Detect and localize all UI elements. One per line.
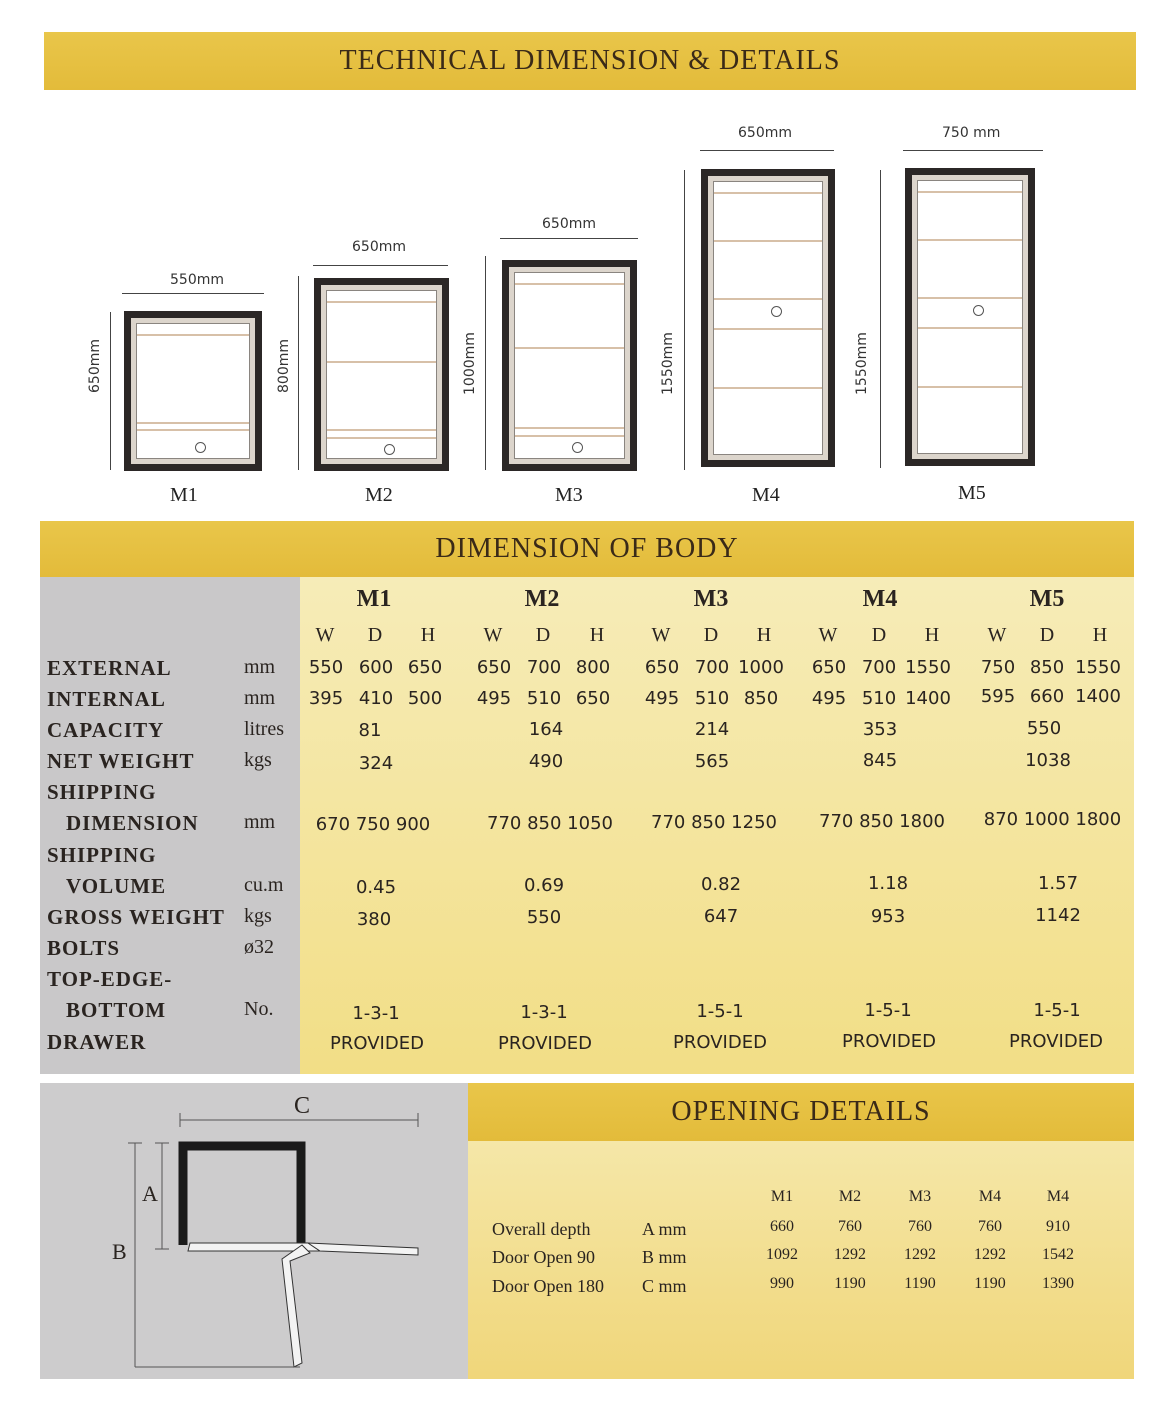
width-label: 650mm xyxy=(352,239,406,255)
model-label: M2 xyxy=(365,484,393,506)
model-header: M3 xyxy=(693,586,729,612)
model-header: M5 xyxy=(1029,586,1065,612)
cell: PROVIDED xyxy=(1009,1031,1103,1052)
cell: 1550 xyxy=(905,657,951,678)
cell: 700 xyxy=(526,657,562,678)
row-unit: mm xyxy=(244,811,276,833)
row-label: VOLUME xyxy=(66,874,167,898)
cell: PROVIDED xyxy=(330,1033,424,1054)
cell: 700 xyxy=(694,657,730,678)
width-label: 550mm xyxy=(170,272,224,288)
diagram-label-b: B xyxy=(112,1239,127,1264)
cell: 1190 xyxy=(834,1275,866,1292)
cell: 1542 xyxy=(1042,1246,1074,1263)
cell: 1292 xyxy=(974,1246,1006,1263)
technical-details-banner xyxy=(44,32,1136,90)
model-label: M1 xyxy=(170,484,198,506)
width-label: 750 mm xyxy=(942,125,1001,141)
row-label: SHIPPING xyxy=(47,843,157,867)
cell: 850 xyxy=(1029,657,1065,678)
height-dimension-line xyxy=(684,170,685,470)
cell: 550 xyxy=(308,657,344,678)
cell: 1092 xyxy=(766,1246,798,1263)
row-unit: No. xyxy=(244,998,274,1020)
cell: 380 xyxy=(356,909,392,930)
section-title: OPENING DETAILS xyxy=(671,1096,931,1127)
row-label: SHIPPING xyxy=(47,780,157,804)
cell: 500 xyxy=(407,688,443,709)
cell: 510 xyxy=(694,688,730,709)
width-label: 650mm xyxy=(738,125,792,141)
row-unit: B mm xyxy=(642,1247,687,1267)
cell: 550 xyxy=(1026,718,1062,739)
cell: 550 xyxy=(526,907,562,928)
width-dimension-line xyxy=(500,238,638,239)
subhead-w: W xyxy=(315,624,335,646)
row-label: CAPACITY xyxy=(47,718,165,742)
height-dimension-line xyxy=(880,170,881,468)
cell: 850 xyxy=(743,688,779,709)
cell: 770 850 1250 xyxy=(651,812,777,833)
width-dimension-line xyxy=(122,293,264,294)
diagram-label-a: A xyxy=(142,1181,158,1206)
opening-details-banner xyxy=(468,1083,1134,1141)
model-label: M3 xyxy=(555,484,583,506)
row-label: BOLTS xyxy=(47,936,121,960)
row-label: Door Open 90 xyxy=(492,1247,595,1267)
height-label: 1550mm xyxy=(660,332,676,395)
cell: 510 xyxy=(861,688,897,709)
door-opening-diagram xyxy=(40,1083,468,1379)
row-label: INTERNAL xyxy=(47,687,166,711)
cell: 1-5-1 xyxy=(1033,1000,1081,1021)
cell: 1000 xyxy=(738,657,784,678)
cell: 1.18 xyxy=(867,873,909,894)
cell: 0.45 xyxy=(355,877,397,898)
subhead-w: W xyxy=(987,624,1007,646)
row-unit: kgs xyxy=(244,905,272,927)
cell: 410 xyxy=(358,688,394,709)
row-unit: mm xyxy=(244,656,276,678)
cell: 1-5-1 xyxy=(864,1000,912,1021)
cell: 1400 xyxy=(1075,686,1121,707)
cell: 700 xyxy=(861,657,897,678)
cell: 324 xyxy=(358,753,394,774)
cell: 0.69 xyxy=(523,875,565,896)
cell: 660 xyxy=(770,1218,794,1235)
cell: 510 xyxy=(526,688,562,709)
cell: 81 xyxy=(358,720,382,741)
subhead-d: D xyxy=(703,624,719,646)
row-label: TOP-EDGE- xyxy=(47,967,173,991)
model-label: M5 xyxy=(958,482,986,504)
cell: 1190 xyxy=(904,1275,936,1292)
cell: 760 xyxy=(838,1218,862,1235)
subhead-d: D xyxy=(871,624,887,646)
dimension-of-body-banner xyxy=(40,521,1134,577)
cell: 670 750 900 xyxy=(315,814,431,835)
height-dimension-line xyxy=(485,256,486,470)
cell: 750 xyxy=(980,657,1016,678)
cell: 770 850 1800 xyxy=(819,811,945,832)
model-header: M2 xyxy=(524,586,560,612)
cell: 1038 xyxy=(1025,750,1071,771)
cell: 1292 xyxy=(904,1246,936,1263)
cell: 353 xyxy=(862,719,898,740)
model-label: M4 xyxy=(752,484,780,506)
height-dimension-line xyxy=(110,312,111,470)
row-label: EXTERNAL xyxy=(47,656,172,680)
cell: PROVIDED xyxy=(673,1032,767,1053)
cell: 1190 xyxy=(974,1275,1006,1292)
model-header: M4 xyxy=(862,586,898,612)
cell: 953 xyxy=(870,906,906,927)
safe-m2-drawing xyxy=(314,278,449,471)
subhead-h: H xyxy=(1092,624,1108,646)
safe-m4-drawing xyxy=(701,169,835,467)
cell: 1550 xyxy=(1075,657,1121,678)
row-label: NET WEIGHT xyxy=(47,749,195,773)
subhead-w: W xyxy=(818,624,838,646)
cell: 1400 xyxy=(905,688,951,709)
subhead-w: W xyxy=(483,624,503,646)
model-header: M2 xyxy=(838,1188,862,1205)
subhead-h: H xyxy=(589,624,605,646)
subhead-h: H xyxy=(924,624,940,646)
safe-m1-drawing xyxy=(124,311,262,471)
cell: 650 xyxy=(476,657,512,678)
cell: 870 1000 1800 xyxy=(983,809,1122,830)
row-label: BOTTOM xyxy=(66,998,167,1022)
cell: PROVIDED xyxy=(842,1031,936,1052)
cell: 1-3-1 xyxy=(352,1003,400,1024)
subhead-w: W xyxy=(651,624,671,646)
height-label: 800mm xyxy=(276,339,292,393)
cell: 490 xyxy=(528,751,564,772)
model-header: M4 xyxy=(978,1188,1002,1205)
cell: 647 xyxy=(703,906,739,927)
row-label: DRAWER xyxy=(47,1030,147,1054)
cell: 1.57 xyxy=(1037,873,1079,894)
row-unit: A mm xyxy=(642,1219,687,1239)
cell: 1142 xyxy=(1035,905,1081,926)
section-title: TECHNICAL DIMENSION & DETAILS xyxy=(339,45,841,76)
model-header: M3 xyxy=(908,1188,932,1205)
cell: 650 xyxy=(407,657,443,678)
cell: 1-5-1 xyxy=(696,1001,744,1022)
row-unit: ø32 xyxy=(244,936,274,958)
cell: 800 xyxy=(575,657,611,678)
cell: PROVIDED xyxy=(498,1033,592,1054)
model-header: M1 xyxy=(770,1188,794,1205)
subhead-d: D xyxy=(367,624,383,646)
row-unit: litres xyxy=(244,718,284,740)
cell: 600 xyxy=(358,657,394,678)
cell: 395 xyxy=(308,688,344,709)
subhead-h: H xyxy=(756,624,772,646)
diagram-label-c: C xyxy=(294,1093,311,1119)
cell: 1390 xyxy=(1042,1275,1074,1292)
height-label: 650mm xyxy=(87,339,103,393)
row-label: Overall depth xyxy=(492,1219,591,1239)
opening-diagram-panel xyxy=(40,1083,468,1379)
cell: 0.82 xyxy=(700,874,742,895)
cell: 595 xyxy=(980,686,1016,707)
cell: 650 xyxy=(811,657,847,678)
model-header: M1 xyxy=(356,586,392,612)
cell: 495 xyxy=(644,688,680,709)
cell: 650 xyxy=(575,688,611,709)
width-dimension-line xyxy=(700,150,834,151)
cell: 1-3-1 xyxy=(520,1002,568,1023)
safe-m3-drawing xyxy=(502,260,637,471)
row-unit: mm xyxy=(244,687,276,709)
safe-m5-drawing xyxy=(905,168,1035,466)
subhead-d: D xyxy=(535,624,551,646)
width-label: 650mm xyxy=(542,216,596,232)
subhead-d: D xyxy=(1039,624,1055,646)
row-unit: C mm xyxy=(642,1276,687,1296)
cell: 1292 xyxy=(834,1246,866,1263)
model-header: M4 xyxy=(1046,1188,1070,1205)
height-label: 1550mm xyxy=(854,332,870,395)
cell: 495 xyxy=(811,688,847,709)
row-label: DIMENSION xyxy=(66,811,199,835)
row-unit: kgs xyxy=(244,749,272,771)
cell: 770 850 1050 xyxy=(487,813,613,834)
cell: 495 xyxy=(476,688,512,709)
row-label: GROSS WEIGHT xyxy=(47,905,225,929)
cell: 845 xyxy=(862,750,898,771)
cell: 650 xyxy=(644,657,680,678)
width-dimension-line xyxy=(903,150,1043,151)
subhead-h: H xyxy=(420,624,436,646)
cell: 760 xyxy=(978,1218,1002,1235)
cell: 910 xyxy=(1046,1218,1070,1235)
height-label: 1000mm xyxy=(462,332,478,395)
cell: 760 xyxy=(908,1218,932,1235)
width-dimension-line xyxy=(313,265,448,266)
cell: 214 xyxy=(694,719,730,740)
section-title: DIMENSION OF BODY xyxy=(435,533,739,564)
row-label: Door Open 180 xyxy=(492,1276,604,1296)
row-unit: cu.m xyxy=(244,874,284,896)
height-dimension-line xyxy=(298,276,299,470)
cell: 565 xyxy=(694,751,730,772)
cell: 660 xyxy=(1029,686,1065,707)
cell: 990 xyxy=(770,1275,794,1292)
cell: 164 xyxy=(528,719,564,740)
